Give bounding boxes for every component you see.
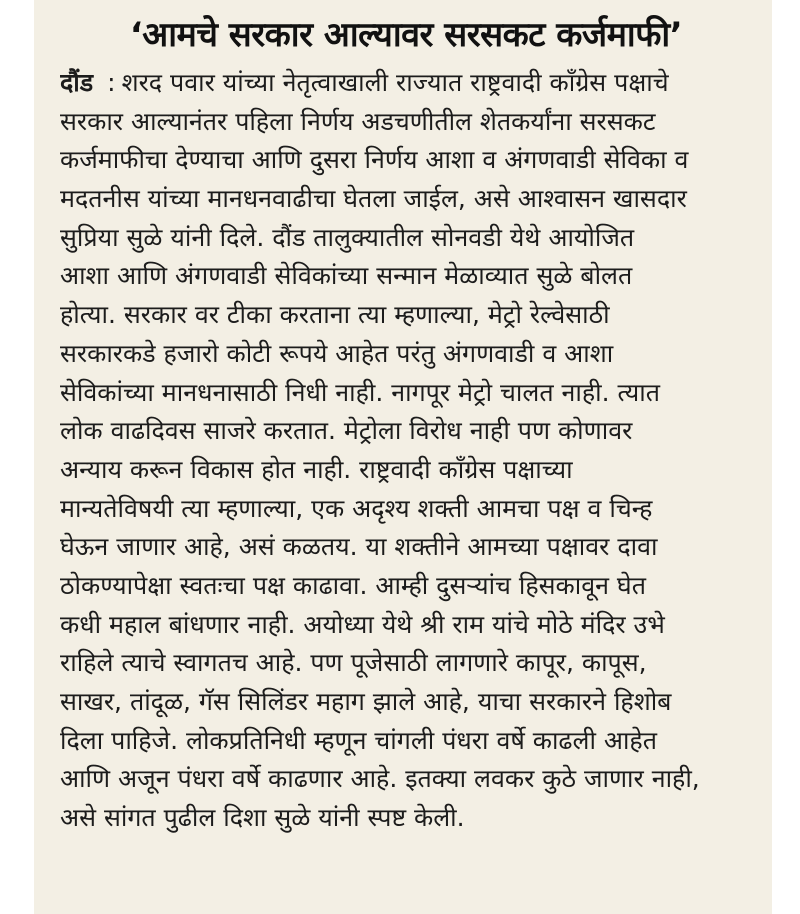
article-line-6: आशा आणि अंगणवाडी सेविकांच्या सन्मान मेळाव्यात सुळे बोलत [60, 261, 633, 291]
article-line-1 [60, 64, 752, 103]
article-line-20: असे सांगत पुढील दिशा सुळे यांनी स्पष्ट केली. [60, 803, 465, 833]
article-line-7: होत्या. सरकार वर टीका करताना त्या म्हणाल्या, मेट्रो रेल्वेसाठी [60, 300, 610, 330]
article-line-11: अन्याय करून विकास होत नाही. राष्ट्रवादी काँग्रेस पक्षाच्या [60, 454, 573, 484]
article-line-8: सरकारकडे हजारो कोटी रूपये आहेत परंतु अंगणवाडी व आशा [60, 338, 614, 368]
article-line-15: कधी महाल बांधणार नाही. अयोध्या येथे श्री राम यांचे मोठे मंदिर उभे [60, 609, 665, 639]
page-margin-right [772, 0, 800, 914]
article-line-3: कर्जमाफीचा देण्याचा आणि दुसरा निर्णय आशा व अंगणवाडी सेविका व [60, 145, 689, 175]
article-line-9: सेविकांच्या मानधनासाठी निधी नाही. नागपूर मेट्रो चालत नाही. त्यात [60, 377, 660, 407]
article-line-5: सुप्रिया सुळे यांनी दिले. दौंड तालुक्यातील सोनवडी येथे आयोजित [60, 222, 635, 252]
article-body [60, 64, 752, 838]
article-line-10: लोक वाढदिवस साजरे करतात. मेट्रोला विरोध नाही पण कोणावर [60, 416, 633, 446]
article-line-13: घेऊन जाणार आहे, असं कळतय. या शक्तीने आमच्या पक्षावर दावा [60, 532, 658, 562]
page-margin-left [0, 0, 34, 914]
article-line-2: सरकार आल्यानंतर पहिला निर्णय अडचणीतील शेतकर्यांना सरसकट [60, 106, 656, 136]
article-line-4: मदतनीस यांच्या मानधनवाढीचा घेतला जाईल, असे आश्वासन खासदार [60, 184, 687, 214]
article-line-14: ठोकण्यापेक्षा स्वतःचा पक्ष काढावा. आम्ही दुसऱ्यांच हिसकावून घेत [60, 570, 646, 600]
article-line-12: मान्यतेविषयी त्या म्हणाल्या, एक अदृश्य शक्ती आमचा पक्ष व चिन्ह [60, 493, 653, 523]
article-line-17: साखर, तांदूळ, गॅस सिलिंडर महाग झाले आहे, याचा सरकारने हिशोब [60, 687, 672, 716]
article-dateline: दौंड [60, 68, 94, 97]
article-line-16: राहिले त्याचे स्वागतच आहे. पण पूजेसाठी लागणारे कापूर, कापूस, [60, 648, 647, 678]
article-line-text: शरद पवार यांच्या नेतृत्वाखाली राज्यात राष्ट्रवादी काँग्रेस पक्षाचे [121, 68, 669, 97]
article-line-18: दिला पाहिजे. लोकप्रतिनिधी म्हणून चांगली पंधरा वर्षे काढली आहेत [60, 725, 657, 755]
article-line-19: आणि अजून पंधरा वर्षे काढणार आहे. इतक्या लवकर कुठे जाणार नाही, [60, 764, 700, 794]
newspaper-clipping [34, 0, 772, 914]
article-headline: ‘आमचे सरकार आल्यावर सरसकट कर्जमाफी’ [129, 15, 683, 55]
dateline-separator: : [107, 68, 116, 97]
